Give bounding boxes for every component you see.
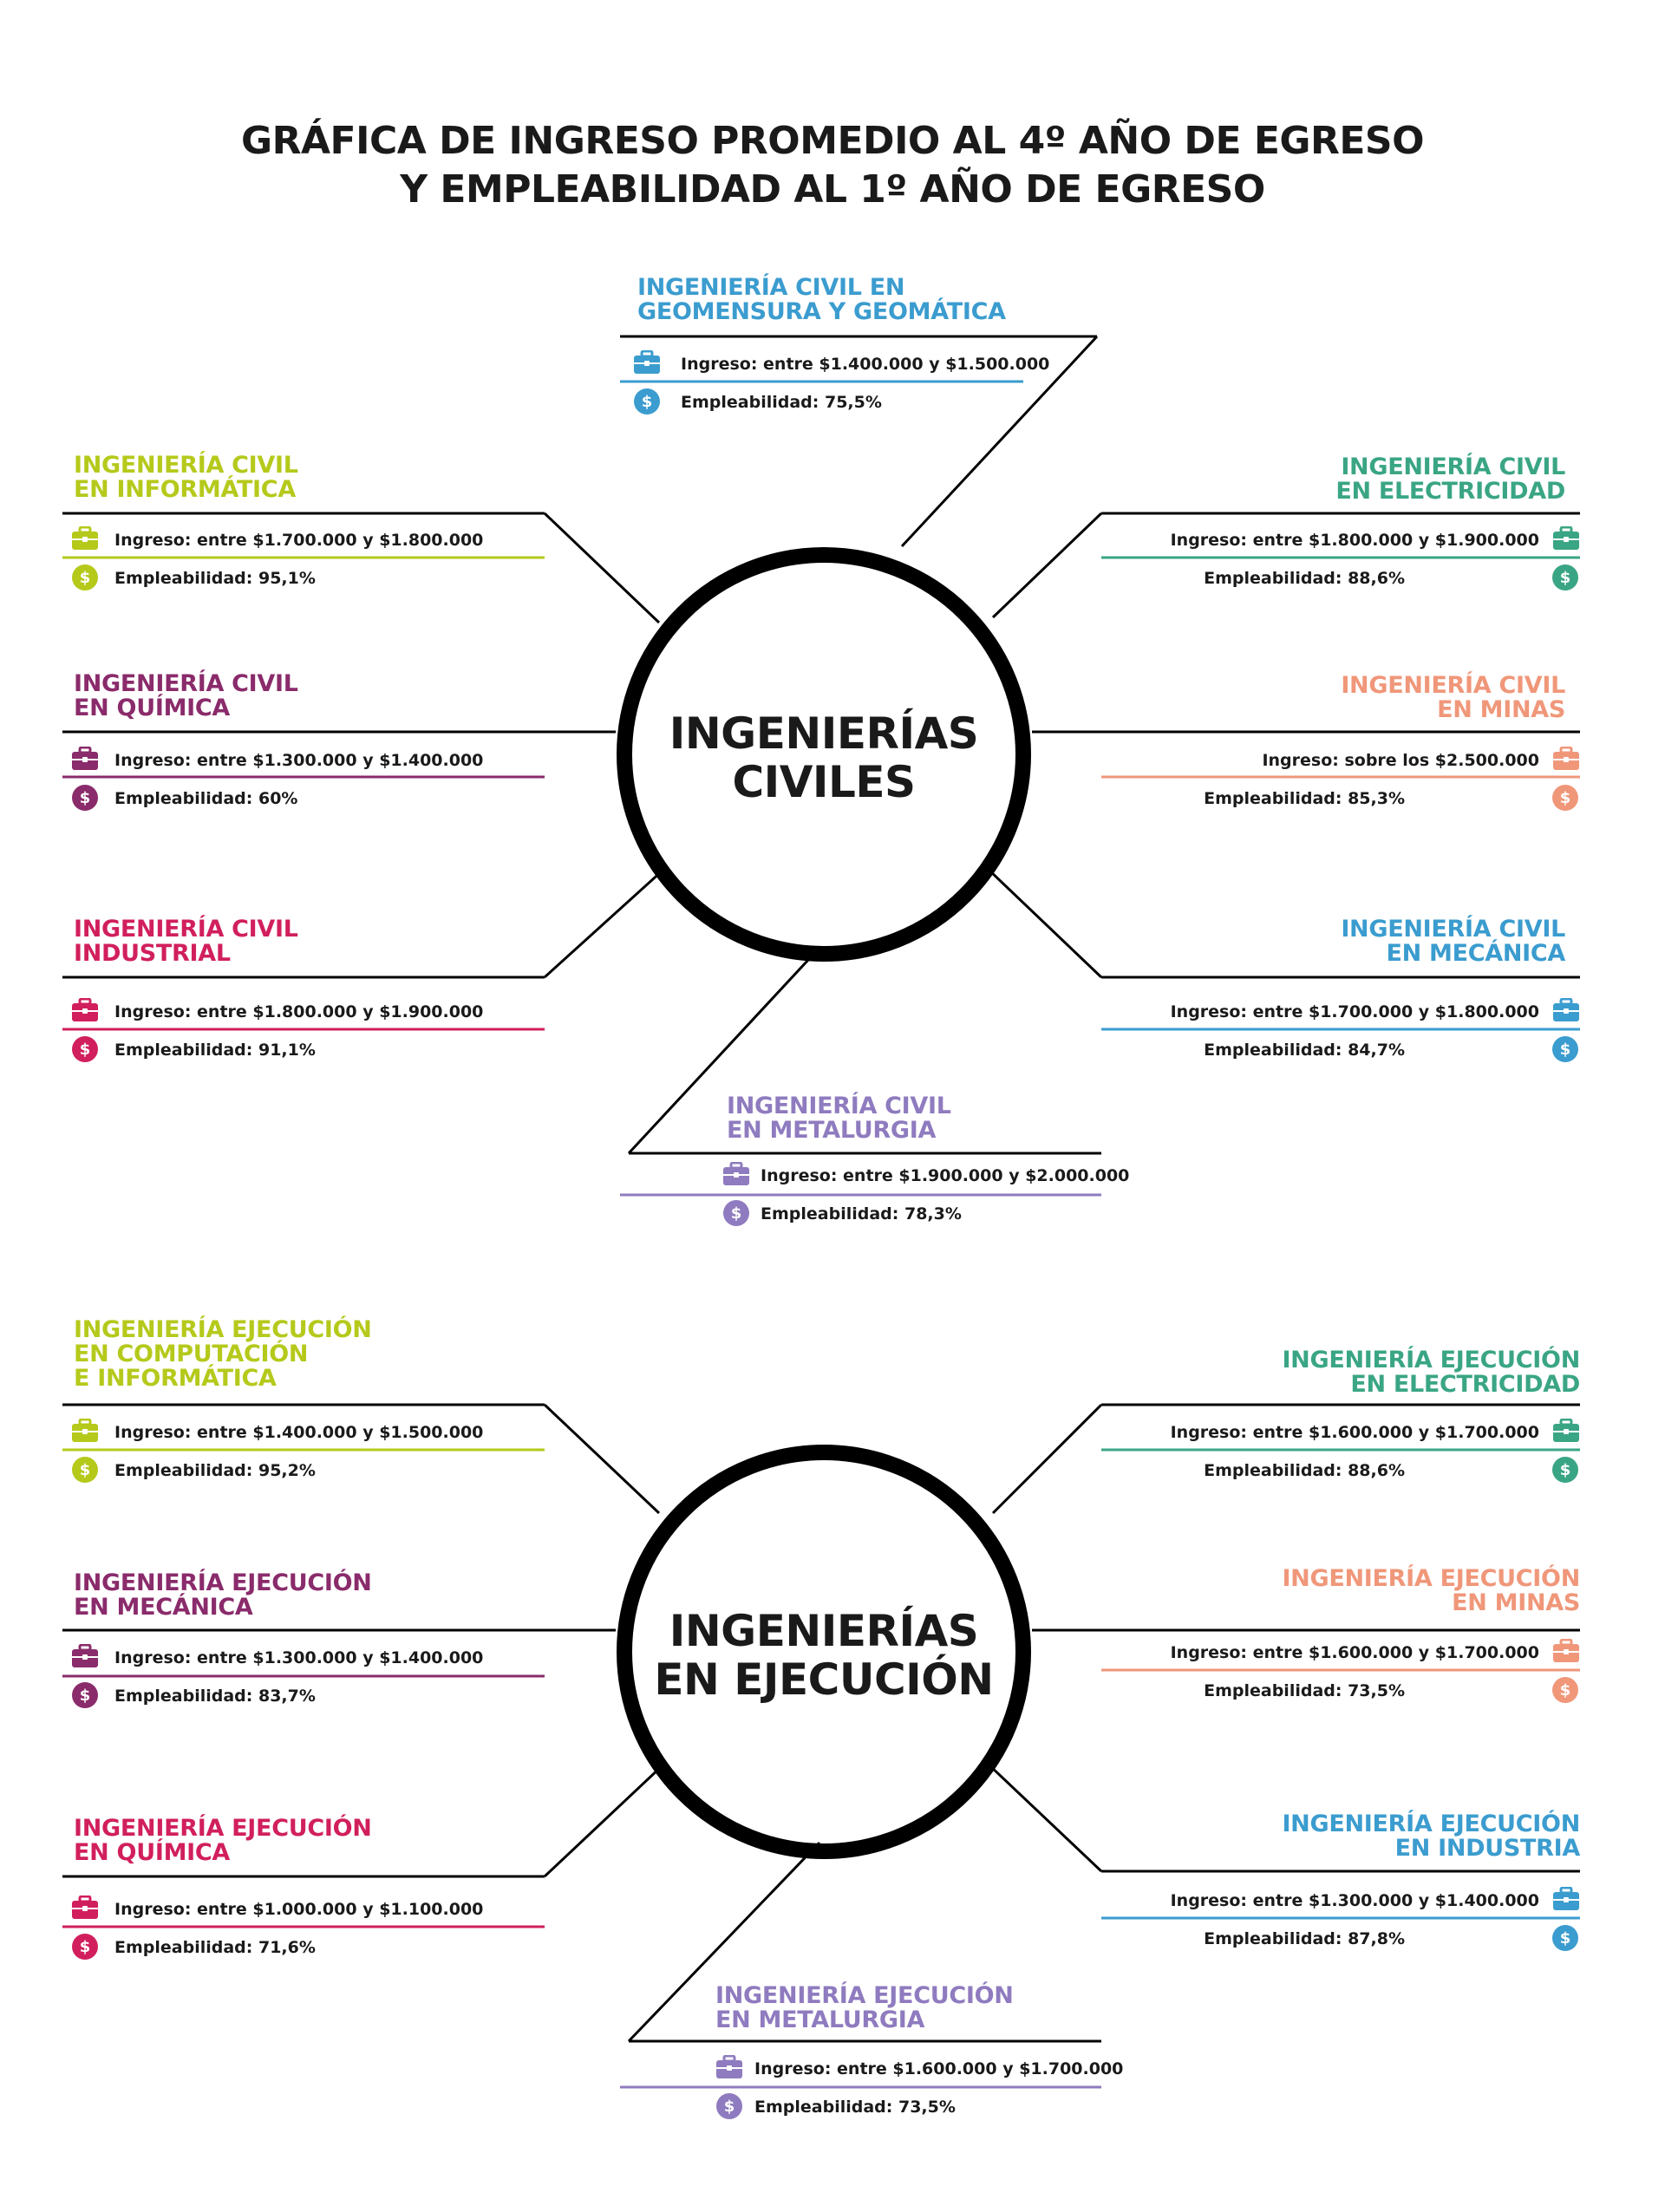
center-line-1: INGENIERÍAS [669,708,979,759]
node-name-line: INGENIERÍA CIVIL [74,916,298,943]
svg-text:$: $ [730,1204,742,1223]
briefcase-icon [1552,1887,1580,1916]
connector-line [993,1405,1101,1513]
title-line-1: GRÁFICA DE INGRESO PROMEDIO AL 4º AÑO DE EGRESO [240,119,1425,163]
dollar-coin-icon [1552,1677,1578,1708]
node-name-line: INGENIERÍA EJECUCIÓN [74,1815,372,1842]
income-text: Ingreso: entre $1.800.000 y $1.900.000 [1170,531,1539,550]
employability-text: Empleabilidad: 84,7% [1204,1041,1405,1060]
svg-text:$: $ [1559,1041,1571,1059]
node-name-line: INGENIERÍA EJECUCIÓN [74,1569,372,1596]
dollar-coin-icon [72,1457,98,1488]
node-name [1335,455,1565,504]
node-name-line: EN QUÍMICA [74,695,230,721]
center-label-civiles [616,709,1032,806]
employability-text: Empleabilidad: 75,5% [681,393,882,412]
node-name [74,1571,372,1620]
dollar-coin-icon [72,1934,98,1965]
employability-text: Empleabilidad: 60% [114,789,298,808]
node-name [1282,1812,1580,1861]
connector-line [989,1765,1101,1871]
connector-line [989,870,1101,977]
svg-text:$: $ [79,1461,91,1479]
connector-line [545,513,659,623]
dollar-coin-icon [1552,1925,1578,1956]
income-text: Ingreso: entre $1.300.000 y $1.400.000 [1170,1891,1539,1910]
svg-text:$: $ [1559,569,1571,587]
node-name-line: INGENIERÍA CIVIL [1341,916,1565,943]
briefcase-icon [71,747,99,776]
node-name [727,1094,951,1143]
node-name-line: EN MECÁNICA [1386,940,1565,967]
employability-text: Empleabilidad: 88,6% [1204,569,1405,588]
node-name-line: INGENIERÍA EJECUCIÓN [74,1316,372,1343]
svg-text:$: $ [1559,1681,1571,1700]
income-text: Ingreso: entre $1.900.000 y $2.000.000 [761,1166,1130,1185]
briefcase-icon [71,1419,99,1448]
employability-text: Empleabilidad: 71,6% [114,1938,316,1957]
employability-text: Empleabilidad: 91,1% [114,1041,316,1060]
income-text: Ingreso: entre $1.800.000 y $1.900.000 [114,1002,484,1021]
dollar-coin-icon [72,1036,98,1067]
dollar-coin-icon [72,1682,98,1713]
node-name-line: INDUSTRIAL [74,940,231,967]
income-text: Ingreso: sobre los $2.500.000 [1262,751,1539,770]
briefcase-icon [1552,747,1580,776]
dollar-coin-icon [72,564,98,596]
node-name-line: INGENIERÍA EJECUCIÓN [715,1982,1014,2009]
node-name [715,1984,1014,2033]
node-name [1282,1348,1580,1397]
employability-text: Empleabilidad: 85,3% [1204,789,1405,808]
briefcase-icon [71,998,99,1028]
employability-text: Empleabilidad: 78,3% [761,1204,962,1223]
node-name [1341,674,1565,722]
node-name-line: EN METALURGIA [715,2006,925,2033]
node-name-line: EN ELECTRICIDAD [1335,478,1565,505]
employability-text: Empleabilidad: 87,8% [1204,1929,1405,1948]
title-line-2: Y EMPLEABILIDAD AL 1º AÑO DE EGRESO [400,167,1265,212]
income-text: Ingreso: entre $1.700.000 y $1.800.000 [1170,1002,1539,1021]
income-text: Ingreso: entre $1.400.000 y $1.500.000 [681,355,1050,374]
node-name [637,276,1006,324]
income-text: Ingreso: entre $1.300.000 y $1.400.000 [114,1648,484,1667]
briefcase-icon [71,526,99,556]
node-name [74,1817,372,1865]
dollar-coin-icon [1552,785,1578,816]
svg-text:$: $ [79,789,91,807]
dollar-coin-icon [72,785,98,816]
node-name-line: EN QUÍMICA [74,1839,230,1866]
svg-text:$: $ [723,2098,735,2116]
income-text: Ingreso: entre $1.600.000 y $1.700.000 [1170,1423,1539,1442]
center-line-2: CIVILES [732,757,916,807]
node-name [74,1318,372,1391]
svg-text:$: $ [1559,789,1571,807]
connector-line [993,513,1101,617]
connector-line [545,870,663,977]
dollar-coin-icon [716,2093,742,2124]
dollar-coin-icon [1552,1457,1578,1488]
connector-line [545,1405,659,1513]
employability-text: Empleabilidad: 73,5% [754,2098,956,2117]
dollar-coin-icon [1552,1036,1578,1067]
node-name-line: INGENIERÍA CIVIL [727,1093,951,1119]
dollar-coin-icon [1552,564,1578,596]
node-name-line: EN COMPUTACIÓN [74,1341,309,1367]
node-name-line: INGENIERÍA CIVIL [74,452,298,479]
employability-text: Empleabilidad: 83,7% [114,1687,316,1706]
node-name-line: EN METALURGIA [727,1117,937,1144]
briefcase-icon [71,1644,99,1674]
node-name [74,453,298,502]
center-line-2: EN EJECUCIÓN [654,1654,994,1705]
node-name-line: EN MINAS [1437,696,1565,723]
center-line-1: INGENIERÍAS [669,1606,979,1656]
connector-line [545,1765,663,1876]
svg-text:$: $ [1559,1461,1571,1479]
income-text: Ingreso: entre $1.300.000 y $1.400.000 [114,751,484,770]
svg-text:$: $ [1559,1929,1571,1948]
svg-text:$: $ [79,1041,91,1059]
briefcase-icon [715,2055,743,2085]
node-name-line: EN MINAS [1452,1589,1580,1616]
node-name-line: E INFORMÁTICA [74,1365,277,1392]
node-name-line: INGENIERÍA CIVIL [74,670,298,697]
briefcase-icon [1552,526,1580,556]
briefcase-icon [1552,998,1580,1028]
dollar-coin-icon [723,1200,749,1231]
center-label-ejecucion [616,1607,1032,1704]
node-name [1282,1567,1580,1615]
node-name-line: INGENIERÍA CIVIL [1341,672,1565,699]
employability-text: Empleabilidad: 95,1% [114,569,316,588]
node-name [74,917,298,966]
node-name-line: EN MECÁNICA [74,1594,253,1621]
income-text: Ingreso: entre $1.400.000 y $1.500.000 [114,1423,484,1442]
svg-text:$: $ [79,1938,91,1956]
income-text: Ingreso: entre $1.700.000 y $1.800.000 [114,531,484,550]
node-name-line: INGENIERÍA CIVIL EN [637,274,905,301]
node-name-line: EN INDUSTRIA [1394,1835,1580,1862]
node-name-line: GEOMENSURA Y GEOMÁTICA [637,298,1006,325]
briefcase-icon [722,1162,750,1191]
dollar-coin-icon [634,388,660,420]
node-name-line: EN INFORMÁTICA [74,476,296,503]
income-text: Ingreso: entre $1.000.000 y $1.100.000 [114,1900,484,1919]
employability-text: Empleabilidad: 73,5% [1204,1681,1405,1700]
node-name-line: INGENIERÍA EJECUCIÓN [1282,1347,1580,1374]
node-name-line: INGENIERÍA EJECUCIÓN [1282,1811,1580,1837]
node-name [1341,917,1565,966]
income-text: Ingreso: entre $1.600.000 y $1.700.000 [1170,1643,1539,1662]
briefcase-icon [1552,1419,1580,1448]
svg-text:$: $ [79,569,91,587]
employability-text: Empleabilidad: 95,2% [114,1461,316,1480]
svg-text:$: $ [641,393,653,411]
node-name-line: EN ELECTRICIDAD [1350,1371,1580,1398]
node-name-line: INGENIERÍA EJECUCIÓN [1282,1565,1580,1592]
briefcase-icon [71,1896,99,1925]
briefcase-icon [633,350,661,380]
node-name [74,672,298,721]
svg-text:$: $ [79,1687,91,1705]
briefcase-icon [1552,1639,1580,1668]
income-text: Ingreso: entre $1.600.000 y $1.700.000 [754,2059,1124,2078]
node-name-line: INGENIERÍA CIVIL [1341,453,1565,480]
employability-text: Empleabilidad: 88,6% [1204,1461,1405,1480]
